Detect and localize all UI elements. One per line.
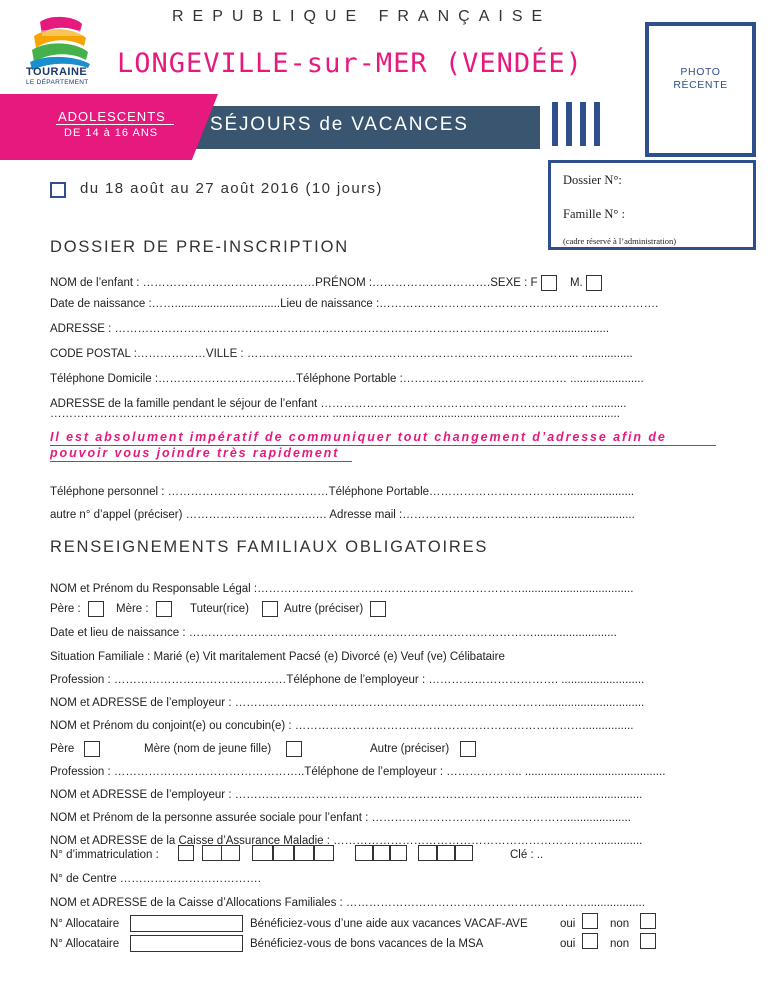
tuteur-checkbox[interactable]	[262, 601, 278, 617]
allocataire2-input[interactable]	[130, 935, 243, 952]
personal-phone-field[interactable]: Téléphone personnel : ……………………………………Téléphone Portable……………………………….....................	[50, 486, 635, 498]
family-info-title: RENSEIGNEMENTS FAMILIAUX OBLIGATOIRES	[50, 538, 489, 556]
employer-field[interactable]: NOM et ADRESSE de l’employeur : ………………………………………………………………………...............................	[50, 697, 645, 709]
vacaf-non-label: non	[610, 918, 630, 930]
city-title: LONGEVILLE-sur-MER (VENDÉE)	[117, 48, 583, 79]
mere-checkbox[interactable]	[156, 601, 172, 617]
republique-francaise: REPUBLIQUE FRANÇAISE	[172, 8, 552, 25]
insured-person-field[interactable]: NOM et Prénom de la personne assurée sociale pour l’enfant : ……………………………………………....................	[50, 812, 631, 824]
dossier-number-label: Dossier N°:	[563, 173, 622, 187]
address-change-alert: Il est absolument impératif de communiquer tout changement d’adresse afin de pouvoir vous joindre très rapidement	[50, 430, 667, 460]
vacaf-non-checkbox[interactable]	[640, 913, 656, 929]
autre2-label: Autre (préciser)	[370, 743, 450, 755]
session-checkbox[interactable]	[50, 182, 66, 198]
centre-field[interactable]: N° de Centre ……………………………….	[50, 873, 261, 885]
age-group-divider	[56, 124, 174, 125]
logo-text: TOURAINE	[26, 66, 88, 78]
alert-underline-2	[50, 461, 352, 462]
famille-number-label: Famille N° :	[563, 207, 625, 221]
photo-label-line2: RÉCENTE	[673, 79, 728, 91]
age-group-label: ADOLESCENTS	[58, 109, 166, 124]
legal-guardian-field[interactable]: NOM et Prénom du Responsable Légal :……………………………………………………………...................................	[50, 583, 634, 595]
barcode-decoration	[552, 102, 602, 146]
banner-title: SÉJOURS de VACANCES	[210, 114, 469, 135]
employer2-field[interactable]: NOM et ADRESSE de l’employeur : ……………………………………………………………………..................................	[50, 789, 643, 801]
logo-subtext: LE DÉPARTEMENT	[26, 79, 89, 86]
caf-field[interactable]: NOM et ADRESSE de la Caisse d’Allocations Familiales : ………………………………………………………..................	[50, 897, 645, 909]
touraine-logo	[20, 12, 100, 102]
msa-oui-checkbox[interactable]	[582, 933, 598, 949]
vacaf-oui-label: oui	[560, 918, 576, 930]
other-contact-field[interactable]: autre n° d’appel (préciser) …………………………….… Adresse mail :…………………………………..........................	[50, 509, 635, 521]
cle-label: Clé : ..	[510, 849, 544, 861]
photo-label-line1: PHOTO	[680, 66, 721, 78]
birth-date-place-field[interactable]: Date et lieu de naissance : ………………………………………………………………………………..........................	[50, 627, 617, 639]
profession-field[interactable]: Profession : ………………………………………Téléphone de l’employeur : ……………………………. ..........................	[50, 674, 645, 686]
birth-date-field[interactable]: Date de naissance :…….................................Lieu de naissance :……………………………………………………………….	[50, 298, 659, 310]
photo-frame[interactable]	[645, 22, 756, 157]
pere-label: Père :	[50, 603, 81, 615]
postal-city-field[interactable]: CODE POSTAL :………………VILLE : …………………………………………………………………………... ................	[50, 348, 633, 360]
msa-non-label: non	[610, 938, 630, 950]
mere2-checkbox[interactable]	[286, 741, 302, 757]
sex-f-checkbox[interactable]	[541, 275, 557, 291]
vacaf-question: Bénéficiez-vous d’une aide aux vacances VACAF-AVE	[250, 918, 528, 930]
sex-m-label: M.	[569, 277, 583, 290]
pere2-label: Père	[50, 743, 75, 755]
spouse-field[interactable]: NOM et Prénom du conjoint(e) ou concubin(e) : …………………………………………………………………................	[50, 720, 634, 732]
session-dates: du 18 août au 27 août 2016 (10 jours)	[80, 180, 383, 197]
preinscription-title: DOSSIER DE PRE-INSCRIPTION	[50, 238, 349, 256]
age-range-label: DE 14 à 16 ANS	[64, 127, 159, 139]
marital-status-line: Situation Familiale : Marié (e) Vit maritalement Pacsé (e) Divorcé (e) Veuf (ve) Célibataire	[50, 651, 505, 663]
phone-field[interactable]: Téléphone Domicile :………………………………Téléphone Portable :……………………………….…… .......................	[50, 373, 644, 385]
tuteur-label: Tuteur(rice)	[190, 603, 249, 615]
address-field[interactable]: ADRESSE : ……………………………………………………………………………………………………..................	[50, 323, 610, 335]
pere-checkbox[interactable]	[88, 601, 104, 617]
allocataire1-label: N° Allocataire	[50, 918, 120, 930]
autre2-checkbox[interactable]	[460, 741, 476, 757]
allocataire2-label: N° Allocataire	[50, 938, 120, 950]
msa-oui-label: oui	[560, 938, 576, 950]
stay-address-field[interactable]: ADRESSE de la famille pendant le séjour de l’enfant ……………………………………………………………. ...........	[50, 398, 627, 410]
vacaf-oui-checkbox[interactable]	[582, 913, 598, 929]
mere2-label: Mère (nom de jeune fille)	[144, 743, 272, 755]
admin-note: (cadre réservé à l’administration)	[563, 236, 677, 246]
autre-label: Autre (préciser)	[284, 603, 364, 615]
msa-non-checkbox[interactable]	[640, 933, 656, 949]
child-name-label: NOM de l’enfant : ………………………………………PRÉNOM :………………………….SEXE : F	[50, 277, 538, 290]
autre-checkbox[interactable]	[370, 601, 386, 617]
admin-box	[548, 160, 756, 250]
health-insurance-field[interactable]: NOM et ADRESSE de la Caisse d’Assurance Maladie : ……………………………………………………………..............	[50, 835, 643, 847]
profession2-field[interactable]: Profession : …………………………………………..Téléphone de l’employeur : ……………….. ............................................	[50, 766, 666, 778]
child-name-line[interactable]	[50, 275, 602, 291]
alert-underline	[50, 445, 716, 446]
immatriculation-label: N° d’immatriculation :	[50, 849, 159, 861]
stay-address-field-2[interactable]: ………………………………………………………………. ..........................................................................................	[50, 408, 620, 420]
msa-question: Bénéficiez-vous de bons vacances de la MSA	[250, 938, 484, 950]
sex-m-checkbox[interactable]	[586, 275, 602, 291]
allocataire1-input[interactable]	[130, 915, 243, 932]
pere2-checkbox[interactable]	[84, 741, 100, 757]
mere-label: Mère :	[116, 603, 149, 615]
